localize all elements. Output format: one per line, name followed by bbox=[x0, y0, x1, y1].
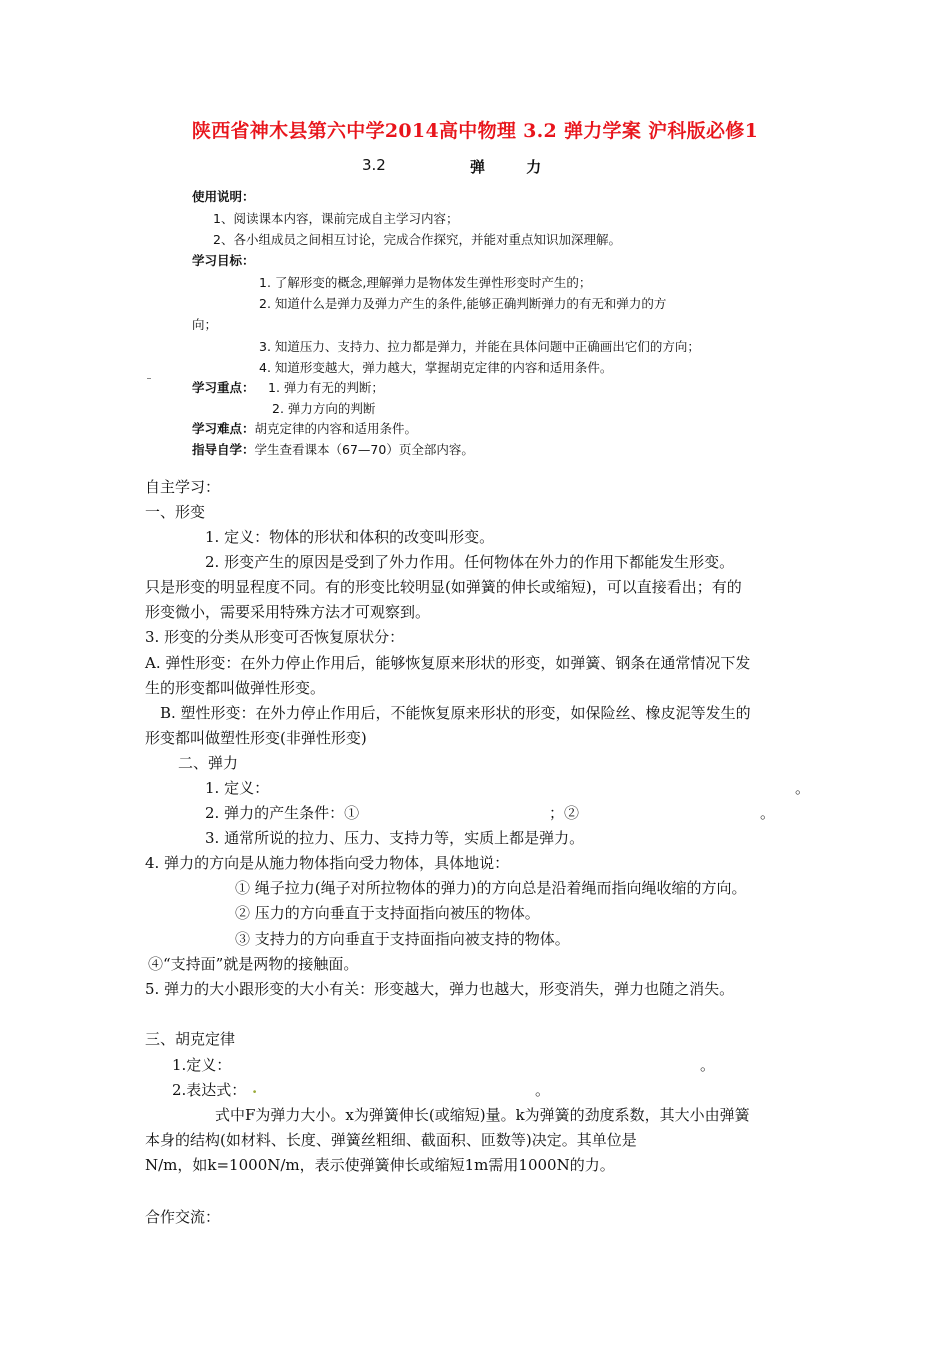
section-1-heading: 一、形变 bbox=[145, 503, 206, 521]
s2-item-1: 1. 定义： bbox=[205, 779, 270, 797]
s2-item-3: 3. 通常所说的拉力、压力、支持力等，实质上都是弹力。 bbox=[205, 829, 585, 847]
document-title: 陕西省神木县第六中学2014高中物理 3.2 弹力学案 沪科版必修1 bbox=[191, 120, 759, 142]
difficult-row bbox=[192, 419, 417, 437]
blank-end-period: 。 bbox=[700, 1056, 716, 1074]
goal-item: 1. 了解形变的概念,理解弹力是物体发生弹性形变时产生的； bbox=[259, 275, 592, 290]
s1-item-3: 3. 形变的分类从形变可否恢复原状分： bbox=[145, 628, 405, 646]
key-item: 1. 弹力有无的判断； bbox=[268, 380, 384, 395]
goal-item: 向； bbox=[192, 317, 218, 332]
goal-item: 3. 知道压力、支持力、拉力都是弹力，并能在具体问题中正确画出它们的方向； bbox=[259, 339, 700, 354]
section-3-heading: 三、胡克定律 bbox=[145, 1030, 236, 1048]
blank-end-period: 。 bbox=[535, 1081, 551, 1099]
blank-end-period: 。 bbox=[795, 779, 811, 797]
blank-end-period: 。 bbox=[760, 804, 776, 822]
goal-item: 2. 知道什么是弹力及弹力产生的条件,能够正确判断弹力的有无和弹力的方 bbox=[259, 296, 667, 311]
key-heading: 学习重点： bbox=[192, 380, 255, 395]
guide-heading: 指导自学： bbox=[192, 442, 255, 457]
s2-item-4: 4. 弹力的方向是从施力物体指向受力物体，具体地说： bbox=[145, 854, 510, 872]
s1-item-2-line: 只是形变的明显程度不同。有的形变比较明显(如弹簧的伸长或缩短)，可以直接看出；有的 bbox=[145, 578, 742, 596]
s3-explanation-line: N/m，如k=1000N/m，表示使弹簧伸长或缩短1m需用1000N的力。 bbox=[145, 1156, 615, 1174]
section-2-heading: 二、弹力 bbox=[178, 754, 239, 772]
guide-row bbox=[192, 440, 474, 458]
s3-explanation-line: 本身的结构(如材料、长度、弹簧丝粗细、截面积、匝数等)决定。其单位是 bbox=[145, 1131, 637, 1149]
s1-item-2-line: 形变微小，需要采用特殊方法才可观察到。 bbox=[145, 603, 431, 621]
difficult-text: 胡克定律的内容和适用条件。 bbox=[254, 421, 418, 436]
section-number: 3.2 bbox=[362, 156, 386, 174]
s1-plastic-line: 形变都叫做塑性形变(非弹性形变) bbox=[145, 729, 367, 747]
goal-item: 4. 知道形变越大，弹力越大，掌握胡克定律的内容和适用条件。 bbox=[259, 360, 613, 375]
key-item: 2. 弹力方向的判断 bbox=[272, 401, 376, 416]
s1-elastic-line: 生的形变都叫做弹性形变。 bbox=[145, 679, 326, 697]
s1-item-2-line: 2. 形变产生的原因是受到了外力作用。任何物体在外力的作用下都能发生形变。 bbox=[205, 553, 735, 571]
s2-direction-1: ① 绳子拉力(绳子对所拉物体的弹力)的方向总是沿着绳而指向绳收缩的方向。 bbox=[235, 879, 747, 897]
s2-direction-2: ② 压力的方向垂直于支持面指向被压的物体。 bbox=[235, 904, 540, 922]
guide-text: 学生查看课本（67—70）页全部内容。 bbox=[254, 442, 474, 457]
cooperation-heading: 合作交流： bbox=[145, 1208, 221, 1226]
goals-heading: 学习目标： bbox=[192, 253, 255, 268]
s2-direction-3: ③ 支持力的方向垂直于支持面指向被支持的物体。 bbox=[235, 930, 570, 948]
s3-explanation-line: 式中F为弹力大小。x为弹簧伸长(或缩短)量。k为弹簧的劲度系数，其大小由弹簧 bbox=[215, 1106, 750, 1124]
s2-item-2-separator: ；② bbox=[549, 804, 580, 822]
margin-mark bbox=[147, 378, 151, 382]
s2-item-5: 5. 弹力的大小跟形变的大小有关：形变越大，弹力也越大，形变消失，弹力也随之消失。 bbox=[145, 980, 735, 998]
s1-elastic-line: A. 弹性形变：在外力停止作用后，能够恢复原来形状的形变，如弹簧、钢条在通常情况下发 bbox=[145, 654, 751, 672]
s3-item-1: 1.定义： bbox=[172, 1056, 232, 1074]
s2-direction-4: ④“支持面”就是两物的接触面。 bbox=[148, 955, 359, 973]
s2-item-2: 2. 弹力的产生条件：① bbox=[205, 804, 360, 822]
section-title: 弹 力 bbox=[470, 158, 560, 176]
usage-heading: 使用说明： bbox=[192, 189, 255, 204]
s3-item-2: 2.表达式： bbox=[172, 1081, 247, 1099]
difficult-heading: 学习难点： bbox=[192, 421, 255, 436]
s1-plastic-line: B. 塑性形变：在外力停止作用后，不能恢复原来形状的形变，如保险丝、橡皮泥等发生的 bbox=[160, 704, 751, 722]
usage-item: 1、阅读课本内容，课前完成自主学习内容； bbox=[213, 211, 459, 226]
usage-item: 2、各小组成员之间相互讨论，完成合作探究，并能对重点知识加深理解。 bbox=[213, 232, 621, 247]
self-study-heading: 自主学习： bbox=[145, 478, 221, 496]
s1-item-1: 1. 定义：物体的形状和体积的改变叫形变。 bbox=[205, 528, 495, 546]
formula-placeholder-dot: . bbox=[252, 1079, 258, 1097]
